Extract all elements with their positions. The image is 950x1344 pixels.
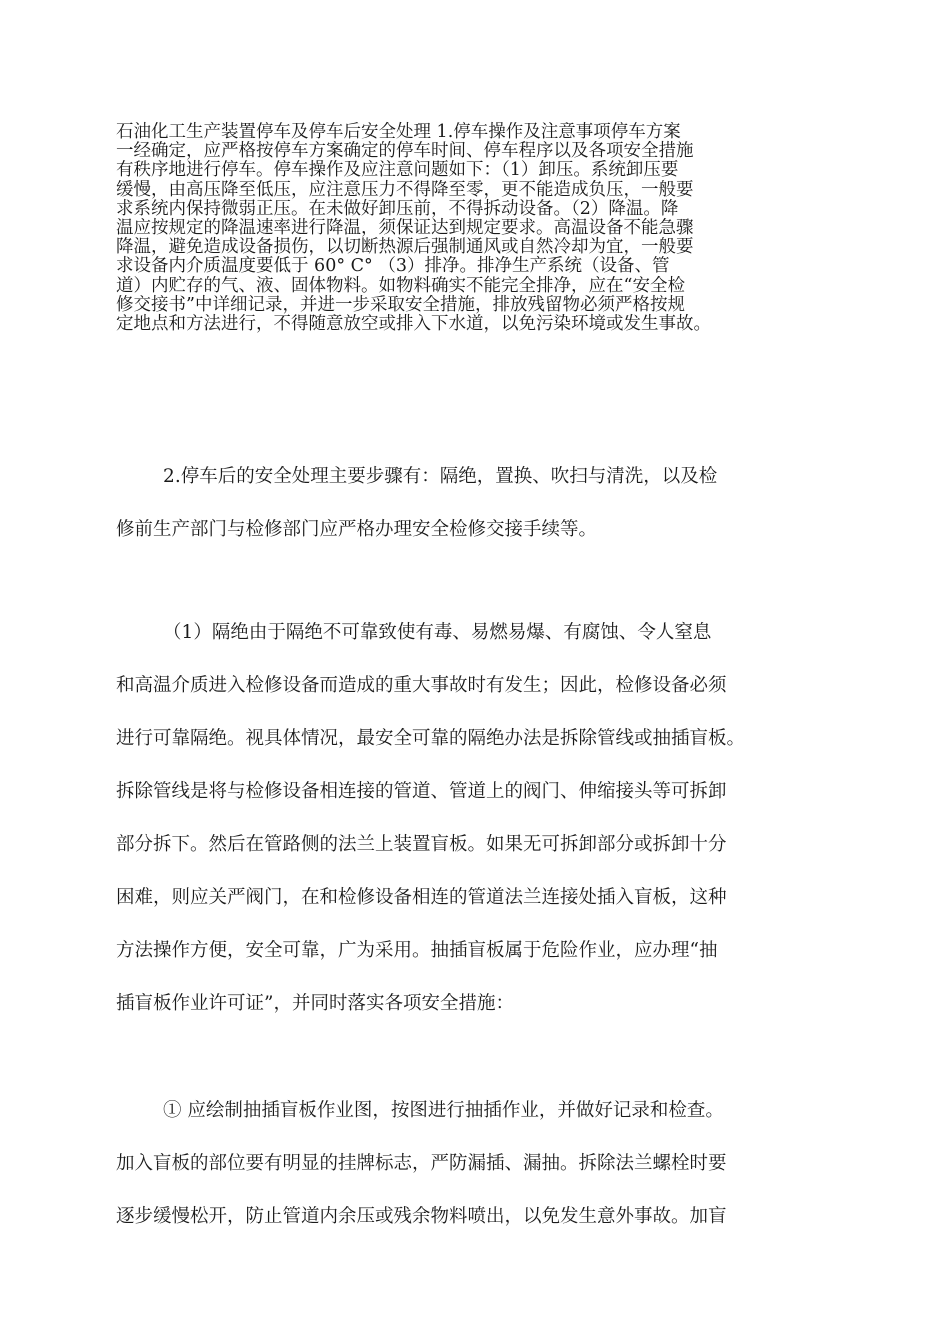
- text-line: 2.停车后的安全处理主要步骤有：隔绝，置换、吹扫与清洗，以及检: [116, 466, 718, 487]
- text-line: 和高温介质进入检修设备而造成的重大事故时有发生；因此，检修设备必须: [116, 675, 727, 696]
- paragraph-isolation: [116, 606, 836, 1030]
- text-line: 降温，避免造成设备损伤，以切断热源后强制通风或自然冷却为宜，一般要: [116, 237, 694, 258]
- text-line: 困难，则应关严阀门，在和检修设备相连的管道法兰连接处插入盲板，这种: [116, 887, 727, 908]
- text-line: 方法操作方便，安全可靠，广为采用。抽插盲板属于危险作业，应办理“抽: [116, 940, 718, 961]
- paragraph-post-shutdown-steps: [116, 450, 836, 556]
- text-line: 插盲板作业许可证”，并同时落实各项安全措施：: [116, 993, 514, 1014]
- text-line: 修交接书”中详细记录，并进一步采取安全措施，排放残留物必须严格按规: [116, 294, 685, 315]
- text-line: 温应按规定的降温速率进行降温，须保证达到规定要求。高温设备不能急骤: [116, 218, 694, 239]
- text-line: 一经确定，应严格按停车方案确定的停车时间、停车程序以及各项安全措施: [116, 141, 694, 162]
- text-line: 加入盲板的部位要有明显的挂牌标志，严防漏插、漏抽。拆除法兰螺栓时要: [116, 1153, 727, 1174]
- text-line: 道）内贮存的气、液、固体物料。如物料确实不能完全排净，应在“安全检: [116, 275, 685, 296]
- text-line: 石油化工生产装置停车及停车后安全处理 1.停车操作及注意事项停车方案: [116, 122, 681, 142]
- text-line: 修前生产部门与检修部门应严格办理安全检修交接手续等。: [116, 519, 598, 540]
- text-line: 求系统内保持微弱正压。在未做好卸压前，不得拆动设备。（2）降温。降: [116, 198, 679, 219]
- text-line: 逐步缓慢松开，防止管道内余压或残余物料喷出，以免发生意外事故。加盲: [116, 1206, 727, 1227]
- text-line: 定地点和方法进行，不得随意放空或排入下水道，以免污染环境或发生事故。: [116, 314, 711, 335]
- paragraph-blind-plate-procedure: [116, 1084, 836, 1243]
- text-line: （1）隔绝由于隔绝不可靠致使有毒、易燃易爆、有腐蚀、令人窒息: [116, 622, 712, 643]
- paragraph-shutdown-operations: [116, 123, 836, 334]
- text-line: 部分拆下。然后在管路侧的法兰上装置盲板。如果无可拆卸部分或拆卸十分: [116, 834, 727, 855]
- text-line: 有秩序地进行停车。停车操作及应注意问题如下：（1）卸压。系统卸压要: [116, 160, 679, 181]
- text-line: 进行可靠隔绝。视具体情况，最安全可靠的隔绝办法是拆除管线或抽插盲板。: [116, 728, 746, 749]
- text-line: 缓慢，由高压降至低压，应注意压力不得降至零，更不能造成负压，一般要: [116, 179, 694, 200]
- text-line: ① 应绘制抽插盲板作业图，按图进行抽插作业，并做好记录和检查。: [116, 1100, 724, 1121]
- text-line: 求设备内介质温度要低于 60° C° （3）排净。排净生产系统（设备、管: [116, 256, 670, 277]
- text-line: 拆除管线是将与检修设备相连接的管道、管道上的阀门、伸缩接头等可拆卸: [116, 781, 727, 802]
